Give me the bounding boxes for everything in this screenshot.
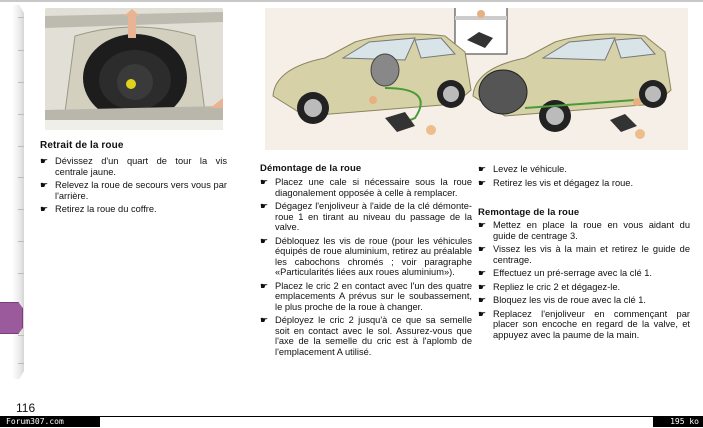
pointing-hand-icon: ☛ (260, 201, 269, 211)
pointing-hand-icon: ☛ (478, 268, 487, 278)
pointing-hand-icon: ☛ (478, 220, 487, 230)
steps-demontage (260, 177, 472, 360)
list-item: ☛ Déployez le cric 2 jusqu'à ce que sa semelle soit en contact avec le sol. Assurez-vous que l'axe de la semelle du cric est à l'aplomb de l'emplacement A utilisé. (260, 315, 472, 357)
sidebar-tick (18, 335, 24, 336)
steps-remontage (478, 220, 690, 343)
pointing-hand-icon: ☛ (478, 295, 487, 305)
list-item: ☛ Retirez les vis et dégagez la roue. (478, 177, 634, 188)
section-title-retrait: Retrait de la roue (40, 140, 124, 151)
pointing-hand-icon: ☛ (478, 308, 487, 319)
list-item: ☛ Dévissez d'un quart de tour la vis centrale jaune. (40, 156, 227, 177)
sidebar-tick (18, 146, 24, 147)
pointing-hand-icon: ☛ (260, 177, 269, 187)
list-item: ☛ Placez le cric 2 en contact avec l'un des quatre emplacements A prévus sur le soubassement, le plus proche de la roue à changer. (260, 280, 472, 312)
sidebar-tick (18, 363, 24, 364)
list-item: ☛ Repliez le cric 2 et dégagez-le. (478, 281, 621, 292)
site-label: Forum307.com (0, 417, 100, 427)
sidebar-tick (18, 17, 24, 18)
pointing-hand-icon: ☛ (40, 156, 49, 166)
page-number: 116 (16, 401, 36, 415)
sidebar-tick (18, 273, 24, 274)
sidebar-tick (18, 241, 24, 242)
pointing-hand-icon: ☛ (260, 280, 269, 291)
section-title-demontage: Démontage de la roue (260, 163, 362, 174)
list-item: ☛ Effectuez un pré-serrage avec la clé 1. (478, 268, 652, 278)
list-item: ☛ Placez une cale si nécessaire sous la roue diagonalement opposée à celle à remplacer. (260, 177, 472, 198)
list-item: ☛ Retirez la roue du coffre. (40, 204, 157, 214)
top-border (0, 0, 703, 2)
sidebar-tick (18, 50, 24, 51)
car-jack-illustration (265, 8, 688, 150)
sidebar-tick (18, 177, 24, 178)
pointing-hand-icon: ☛ (40, 204, 49, 214)
pointing-hand-icon: ☛ (478, 244, 487, 254)
list-item: ☛ Bloquez les vis de roue avec la clé 1. (478, 295, 646, 305)
steps-demontage-continued (478, 164, 690, 191)
pointing-hand-icon: ☛ (478, 177, 487, 188)
pointing-hand-icon: ☛ (260, 235, 269, 246)
list-item: ☛ Replacez l'enjoliveur en commençant par placer son encoche en regard de la valve, et appuyez avec la paume de la main. (478, 308, 690, 340)
pointing-hand-icon: ☛ (478, 164, 487, 174)
list-item: ☛ Vissez les vis à la main et retirez le guide de centrage. (478, 244, 690, 265)
pointing-hand-icon: ☛ (260, 315, 269, 325)
section-title-remontage: Remontage de la roue (478, 207, 580, 218)
footer-bar (0, 416, 703, 428)
pointing-hand-icon: ☛ (40, 180, 49, 190)
list-item: ☛ Relevez la roue de secours vers vous par l'arrière. (40, 180, 227, 201)
list-item: ☛ Mettez en place la roue en vous aidant du guide de centrage 3. (478, 220, 690, 241)
list-item: ☛ Dégagez l'enjoliveur à l'aide de la clé démonte-roue 1 en tirant au niveau du passage de la valve. (260, 201, 472, 232)
spare-wheel-illustration (45, 8, 223, 130)
list-item: ☛ Levez le véhicule. (478, 164, 567, 174)
list-item: ☛ Débloquez les vis de roue (pour les véhicules équipés de roue aluminium, retirez au préalable les cabochons chromés ; voir paragraphe «Particularités liées aux roues aluminium»). (260, 235, 472, 277)
pointing-hand-icon: ☛ (478, 281, 487, 292)
steps-retrait (40, 156, 227, 218)
sidebar-tick (18, 209, 24, 210)
file-size-label: 195 ko (653, 417, 703, 427)
sidebar-tick (18, 114, 24, 115)
sidebar-tick (18, 82, 24, 83)
chapter-tab-active[interactable] (0, 302, 23, 334)
